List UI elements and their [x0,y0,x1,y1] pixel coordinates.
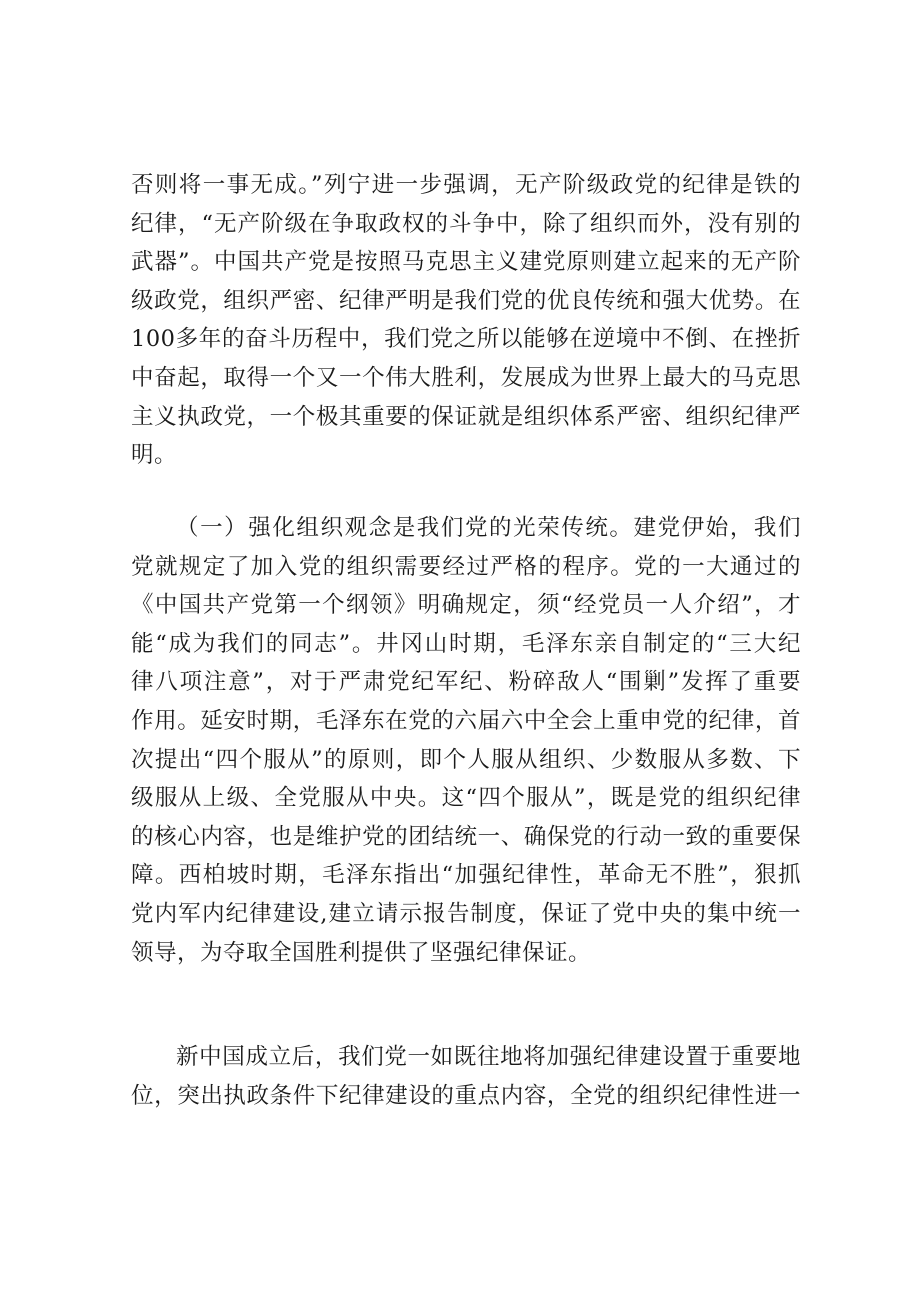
paragraph-line: 武器”。中国共产党是按照马克思主义建党原则建立起来的无产阶 [131,249,801,276]
paragraph-line: 党内军内纪律建设,建立请示报告制度，保证了党中央的集中统一 [131,900,801,927]
paragraph-line: 党就规定了加入党的组织需要经过严格的程序。党的一大通过的 [131,553,801,580]
paragraph-3 [131,1038,801,1115]
paragraph-line: （一）强化组织观念是我们党的光荣传统。建党伊始，我们 [176,515,801,541]
paragraph-line: 100多年的奋斗历程中，我们党之所以能够在逆境中不倒、在挫折 [131,326,801,353]
paragraph-line: 《中国共产党第一个纲领》明确规定，须“经党员一人介绍”，才 [131,592,801,619]
paragraph-line: 障。西柏坡时期，毛泽东指出“加强纪律性，革命无不胜”，狠抓 [131,862,801,889]
paragraph-line: 作用。延安时期，毛泽东在党的六届六中全会上重申党的纪律，首 [131,707,801,734]
paragraph-line: 位，突出执政条件下纪律建设的重点内容，全党的组织纪律性进一 [131,1082,801,1109]
paragraph-line: 的核心内容，也是维护党的团结统一、确保党的行动一致的重要保 [131,823,801,850]
paragraph-line: 主义执政党，一个极其重要的保证就是组织体系严密、组织纪律严 [131,403,801,430]
paragraph-line: 纪律，“无产阶级在争取政权的斗争中，除了组织而外，没有别的 [131,210,801,237]
paragraph-line: 否则将一事无成。”列宁进一步强调，无产阶级政党的纪律是铁的 [131,172,801,198]
paragraph-line: 明。 [131,442,178,469]
paragraph-2 [131,509,801,972]
paragraph-line: 级服从上级、全党服从中央。这“四个服从”，既是党的组织纪律 [131,785,801,812]
paragraph-line: 能“成为我们的同志”。井冈山时期，毛泽东亲自制定的“三大纪 [131,630,801,657]
paragraph-line: 律八项注意”，对于严肃党纪军纪、粉碎敌人“围剿”发挥了重要 [131,669,801,696]
paragraph-1 [131,166,801,475]
paragraph-line: 中奋起，取得一个又一个伟大胜利，发展成为世界上最大的马克思 [131,364,801,391]
paragraph-line: 领导，为夺取全国胜利提供了坚强纪律保证。 [131,939,592,966]
paragraph-line: 次提出“四个服从”的原则，即个人服从组织、少数服从多数、下 [131,746,801,773]
paragraph-line: 新中国成立后，我们党一如既往地将加强纪律建设置于重要地 [176,1044,801,1070]
paragraph-line: 级政党，组织严密、纪律严明是我们党的优良传统和强大优势。在 [131,287,801,314]
